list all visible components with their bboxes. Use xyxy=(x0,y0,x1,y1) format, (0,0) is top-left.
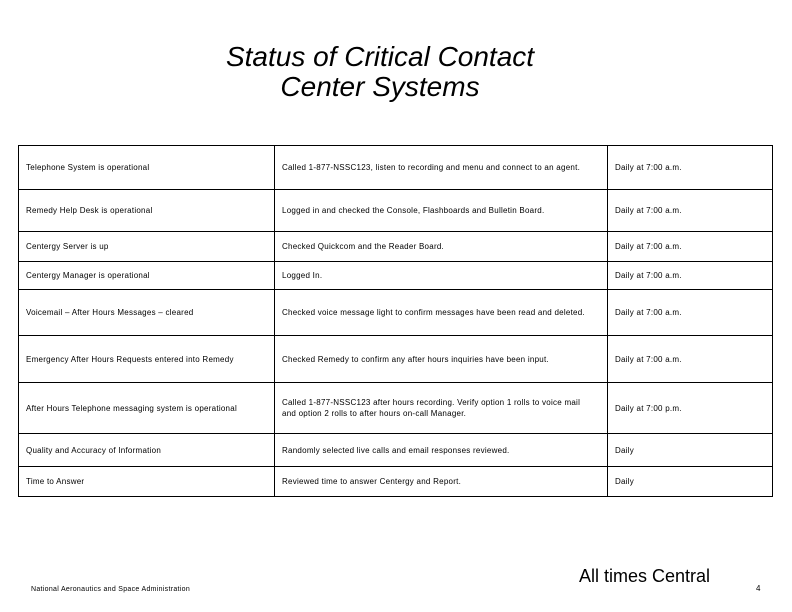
check-cell: Called 1-877-NSSC123 after hours recording. Verify option 1 rolls to voice mail and option 2 rolls to after hours on-call Manager. xyxy=(275,383,608,434)
table-row xyxy=(19,383,773,434)
frequency-cell: Daily at 7:00 a.m. xyxy=(608,146,773,190)
system-cell: Quality and Accuracy of Information xyxy=(19,434,275,467)
table-row xyxy=(19,232,773,262)
check-cell: Randomly selected live calls and email responses reviewed. xyxy=(275,434,608,467)
check-cell: Checked voice message light to confirm messages have been read and deleted. xyxy=(275,290,608,336)
table-row xyxy=(19,146,773,190)
check-cell: Logged in and checked the Console, Flashboards and Bulletin Board. xyxy=(275,190,608,232)
frequency-cell: Daily at 7:00 a.m. xyxy=(608,290,773,336)
page-title: Status of Critical Contact Center Systems xyxy=(225,41,535,102)
check-cell: Called 1-877-NSSC123, listen to recording and menu and connect to an agent. xyxy=(275,146,608,190)
system-cell: After Hours Telephone messaging system is operational xyxy=(19,383,275,434)
status-table xyxy=(18,145,773,497)
frequency-cell: Daily at 7:00 a.m. xyxy=(608,262,773,290)
check-cell: Checked Remedy to confirm any after hours inquiries have been input. xyxy=(275,336,608,383)
system-cell: Remedy Help Desk is operational xyxy=(19,190,275,232)
frequency-cell: Daily xyxy=(608,434,773,467)
footer-organization: National Aeronautics and Space Administration xyxy=(31,586,191,593)
system-cell: Centergy Server is up xyxy=(19,232,275,262)
system-cell: Centergy Manager is operational xyxy=(19,262,275,290)
frequency-cell: Daily at 7:00 p.m. xyxy=(608,383,773,434)
system-cell: Time to Answer xyxy=(19,467,275,497)
check-cell: Reviewed time to answer Centergy and Report. xyxy=(275,467,608,497)
timezone-note: All times Central xyxy=(579,566,711,586)
table-row xyxy=(19,434,773,467)
system-cell: Telephone System is operational xyxy=(19,146,275,190)
table-row xyxy=(19,290,773,336)
frequency-cell: Daily xyxy=(608,467,773,497)
frequency-cell: Daily at 7:00 a.m. xyxy=(608,190,773,232)
page-number: 4 xyxy=(756,584,761,593)
frequency-cell: Daily at 7:00 a.m. xyxy=(608,232,773,262)
system-cell: Voicemail – After Hours Messages – cleared xyxy=(19,290,275,336)
table-row xyxy=(19,262,773,290)
frequency-cell: Daily at 7:00 a.m. xyxy=(608,336,773,383)
table-row xyxy=(19,467,773,497)
table-row xyxy=(19,336,773,383)
check-cell: Logged In. xyxy=(275,262,608,290)
check-cell: Checked Quickcom and the Reader Board. xyxy=(275,232,608,262)
table-row xyxy=(19,190,773,232)
system-cell: Emergency After Hours Requests entered into Remedy xyxy=(19,336,275,383)
